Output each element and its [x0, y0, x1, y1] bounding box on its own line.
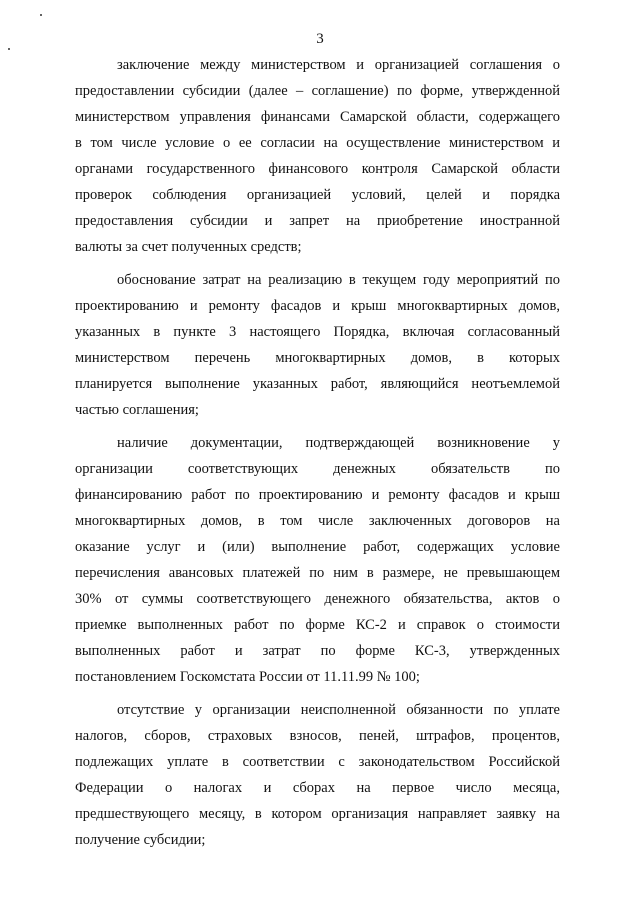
paragraph	[75, 267, 560, 423]
text-line: многоквартирных домов, в том числе заключенных договоров на	[75, 513, 560, 529]
text-line: постановлением Госкомстата России от 11.11.99 № 100;	[75, 669, 420, 685]
text-line: приемке выполненных работ по форме КС-2 и справок о стоимости	[75, 617, 560, 633]
text-line: проектированию и ремонту фасадов и крыш многоквартирных домов,	[75, 298, 560, 314]
paragraph	[75, 52, 560, 260]
text-line: подлежащих уплате в соответствии с законодательством Российской	[75, 754, 560, 770]
text-line: предоставлении субсидии (далее – соглашение) по форме, утвержденной	[75, 83, 560, 99]
text-line: организации соответствующих денежных обязательств по	[75, 461, 560, 477]
text-line: в том числе условие о ее согласии на осуществление министерством и	[75, 135, 560, 151]
text-line: органами государственного финансового контроля Самарской области	[75, 161, 560, 177]
text-line: наличие документации, подтверждающей возникновение у	[117, 435, 560, 451]
text-line: предоставления субсидии и запрет на приобретение иностранной	[75, 213, 560, 229]
text-line: обоснование затрат на реализацию в текущем году мероприятий по	[117, 272, 560, 288]
text-line: министерством перечень многоквартирных домов, в которых	[75, 350, 560, 366]
page-number: 3	[316, 31, 324, 47]
text-line: Федерации о налогах и сборах на первое число месяца,	[75, 780, 560, 796]
text-line: отсутствие у организации неисполненной обязанности по уплате	[117, 702, 560, 718]
text-line: планируется выполнение указанных работ, являющийся неотъемлемой	[75, 376, 560, 392]
text-line: налогов, сборов, страховых взносов, пеней, штрафов, процентов,	[75, 728, 560, 744]
text-line: оказание услуг и (или) выполнение работ, содержащих условие	[75, 539, 560, 555]
text-line: предшествующего месяцу, в котором организация направляет заявку на	[75, 806, 560, 822]
paragraph	[75, 697, 560, 853]
text-line: получение субсидии;	[75, 832, 206, 848]
text-line: министерством управления финансами Самарской области, содержащего	[75, 109, 560, 125]
text-line: заключение между министерством и организацией соглашения о	[117, 57, 560, 73]
text-line: указанных в пункте 3 настоящего Порядка, включая согласованный	[75, 324, 560, 340]
text-line: финансированию работ по проектированию и ремонту фасадов и крыш	[75, 487, 560, 503]
scan-speck	[8, 48, 10, 50]
text-line: 30% от суммы соответствующего денежного обязательства, актов о	[75, 591, 560, 607]
paragraph	[75, 430, 560, 690]
text-line: выполненных работ и затрат по форме КС-3, утвержденных	[75, 643, 560, 659]
document-body	[75, 52, 560, 860]
scan-speck	[40, 14, 42, 16]
text-line: валюты за счет полученных средств;	[75, 239, 302, 255]
text-line: частью соглашения;	[75, 402, 199, 418]
text-line: проверок соблюдения организацией условий, целей и порядка	[75, 187, 560, 203]
text-line: перечисления авансовых платежей по ним в размере, не превышающем	[75, 565, 560, 581]
